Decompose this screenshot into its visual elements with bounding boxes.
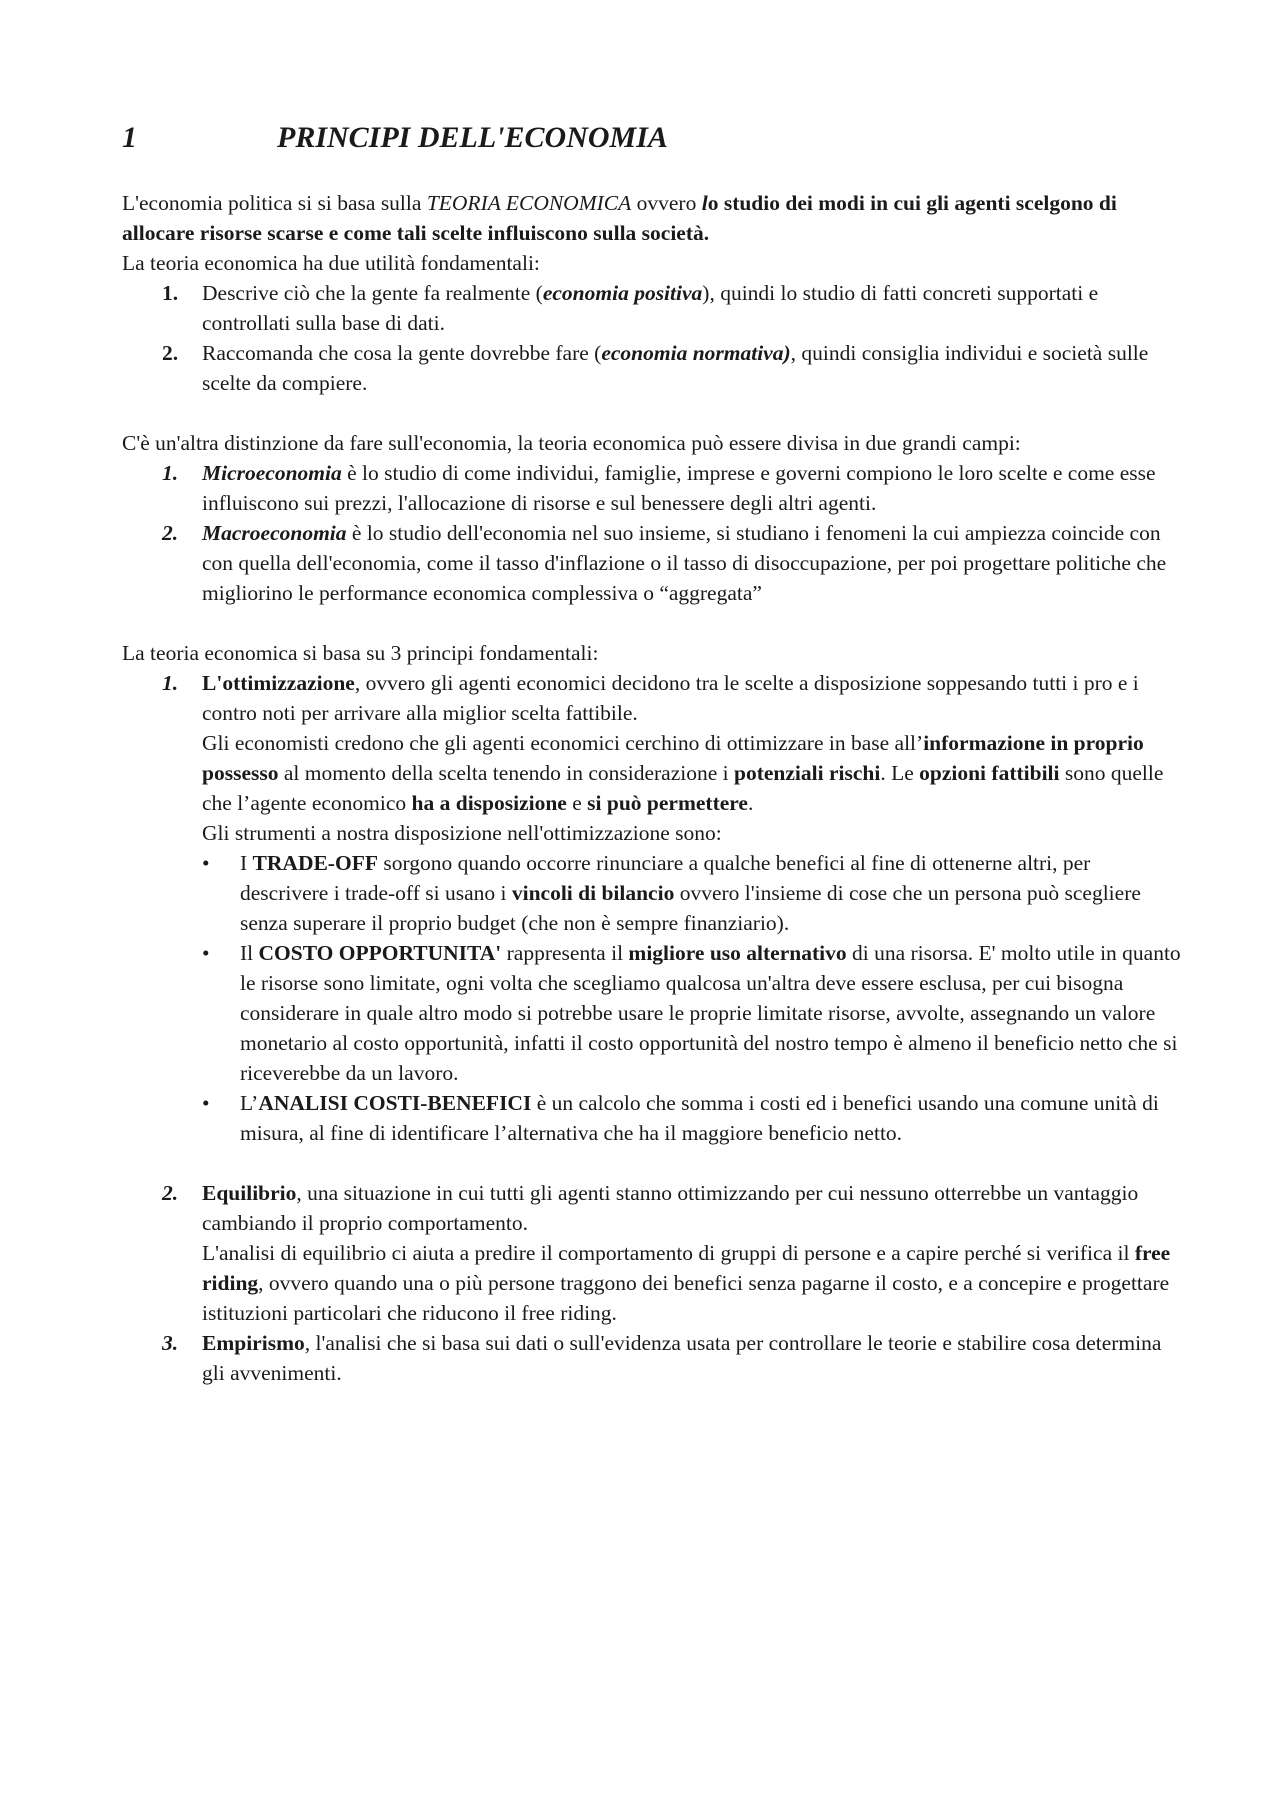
principle-optimization: 1. L'ottimizzazione, ovvero gli agenti economici decidono tra le scelte a disposizione soppesando tutti i pro e i contro noti per arrivare alla miglior scelta fattibile. Gli economisti credono che gli agenti economici cerchino di ottimizzare in base all’informazione in proprio possesso al momento della scelta tenendo in considerazione i potenziali rischi. Le opzioni fattibili sono quelle che l’agente economico ha a disposizione e si può permettere. Gli strumenti a nostra disposizione nell'ottimizzazione sono: • I TRADE-OFF sorgono quando occorre rinunciare a qualche benefici al fine di ottenerne altri, per descrivere i trade-off si usano i vincoli di bilancio ovvero l'insieme di cose che un persona può scegliere senza superare il proprio budget (che non è sempre finanziario). • Il COSTO OPPORTUNITA' rappresenta il migliore uso alternativo di una risorsa. E' molto utile in quanto le risorse sono limitate, ogni volta che scegliamo qualcosa un'altra deve essere esclusa, per cui bisogna considerare in quale altro modo si potrebbe usare le proprie limitate risorse, avvolte, assegnando un valore monetario al costo opportunità, infatti il costo opportunità del nostro tempo è almeno il beneficio netto che si riceverebbe da un lavoro. • L’ANALISI COSTI-BENEFICI è un calcolo che somma i costi ed i benefici usando una comune unità di misura, al fine di identificare l’alternativa che ha il maggiore beneficio netto.: [122, 668, 1182, 1178]
list-item: • L’ANALISI COSTI-BENEFICI è un calcolo che somma i costi ed i benefici usando una comune unità di misura, al fine di identificare l’alternativa che ha il maggiore beneficio netto.: [202, 1088, 1182, 1148]
tools-list: [202, 848, 1182, 1148]
utilities-list: [122, 278, 1182, 398]
bullet-icon: •: [202, 851, 210, 875]
bullet-icon: •: [202, 1091, 210, 1115]
section-title: PRINCIPI DELL'ECONOMIA: [277, 121, 668, 154]
list-item: 1. Microeconomia è lo studio di come individui, famiglie, imprese e governi compiono le loro scelte e come esse influiscono sui prezzi, l'allocazione di risorse e sul benessere degli altri agenti.: [162, 461, 1156, 515]
intro-paragraph: L'economia politica si si basa sulla TEORIA ECONOMICA ovvero lo studio dei modi in cui gli agenti scelgono di allocare risorse scarse e come tali scelte influiscono sulla società.: [122, 191, 1117, 245]
list-item: 2. Raccomanda che cosa la gente dovrebbe fare (economia normativa), quindi consiglia individui e società sulle scelte da compiere.: [162, 341, 1149, 395]
list-item: • Il COSTO OPPORTUNITA' rappresenta il migliore uso alternativo di una risorsa. E' molto utile in quanto le risorse sono limitate, ogni volta che scegliamo qualcosa un'altra deve essere esclusa, per cui bisogna considerare in quale altro modo si potrebbe usare le proprie limitate risorse, avvolte, assegnando un valore monetario al costo opportunità, infatti il costo opportunità del nostro tempo è almeno il beneficio netto che si riceverebbe da un lavoro.: [202, 938, 1182, 1088]
bullet-icon: •: [202, 941, 210, 965]
principles-intro: La teoria economica si basa su 3 principi fondamentali:: [122, 641, 599, 665]
page-title: [122, 118, 1182, 158]
intro-line: La teoria economica ha due utilità fondamentali:: [122, 251, 540, 275]
list-item: 1. Descrive ciò che la gente fa realmente (economia positiva), quindi lo studio di fatti concreti supportati e controllati sulla base di dati.: [162, 281, 1099, 335]
list-item: • I TRADE-OFF sorgono quando occorre rinunciare a qualche benefici al fine di ottenerne altri, per descrivere i trade-off si usano i vincoli di bilancio ovvero l'insieme di cose che un persona può scegliere senza superare il proprio budget (che non è sempre finanziario).: [202, 848, 1182, 938]
principle-empiricism: 3. Empirismo, l'analisi che si basa sui dati o sull'evidenza usata per controllare le teorie e stabilire cosa determina gli avvenimenti.: [162, 1331, 1162, 1385]
fields-intro: C'è un'altra distinzione da fare sull'economia, la teoria economica può essere divisa in due grandi campi:: [122, 431, 1021, 455]
document-page: [122, 118, 1182, 1388]
principle-equilibrium: 2. Equilibrio, una situazione in cui tutti gli agenti stanno ottimizzando per cui nessuno otterrebbe un vantaggio cambiando il proprio comportamento. L'analisi di equilibrio ci aiuta a predire il comportamento di gruppi di persone e a capire perché si verifica il free riding, ovvero quando una o più persone traggono dei benefici senza pagarne il costo, e a concepire e progettare istituzioni particolari che riducono il free riding.: [162, 1181, 1171, 1325]
section-number: 1: [122, 121, 137, 154]
fields-list: [122, 458, 1182, 608]
principles-list: [122, 668, 1182, 1388]
list-item: 2. Macroeconomia è lo studio dell'economia nel suo insieme, si studiano i fenomeni la cui ampiezza coincide con con quella dell'economia, come il tasso d'inflazione o il tasso di disoccupazione, per poi progettare politiche che migliorino le performance economica complessiva o “aggregata”: [162, 521, 1167, 605]
